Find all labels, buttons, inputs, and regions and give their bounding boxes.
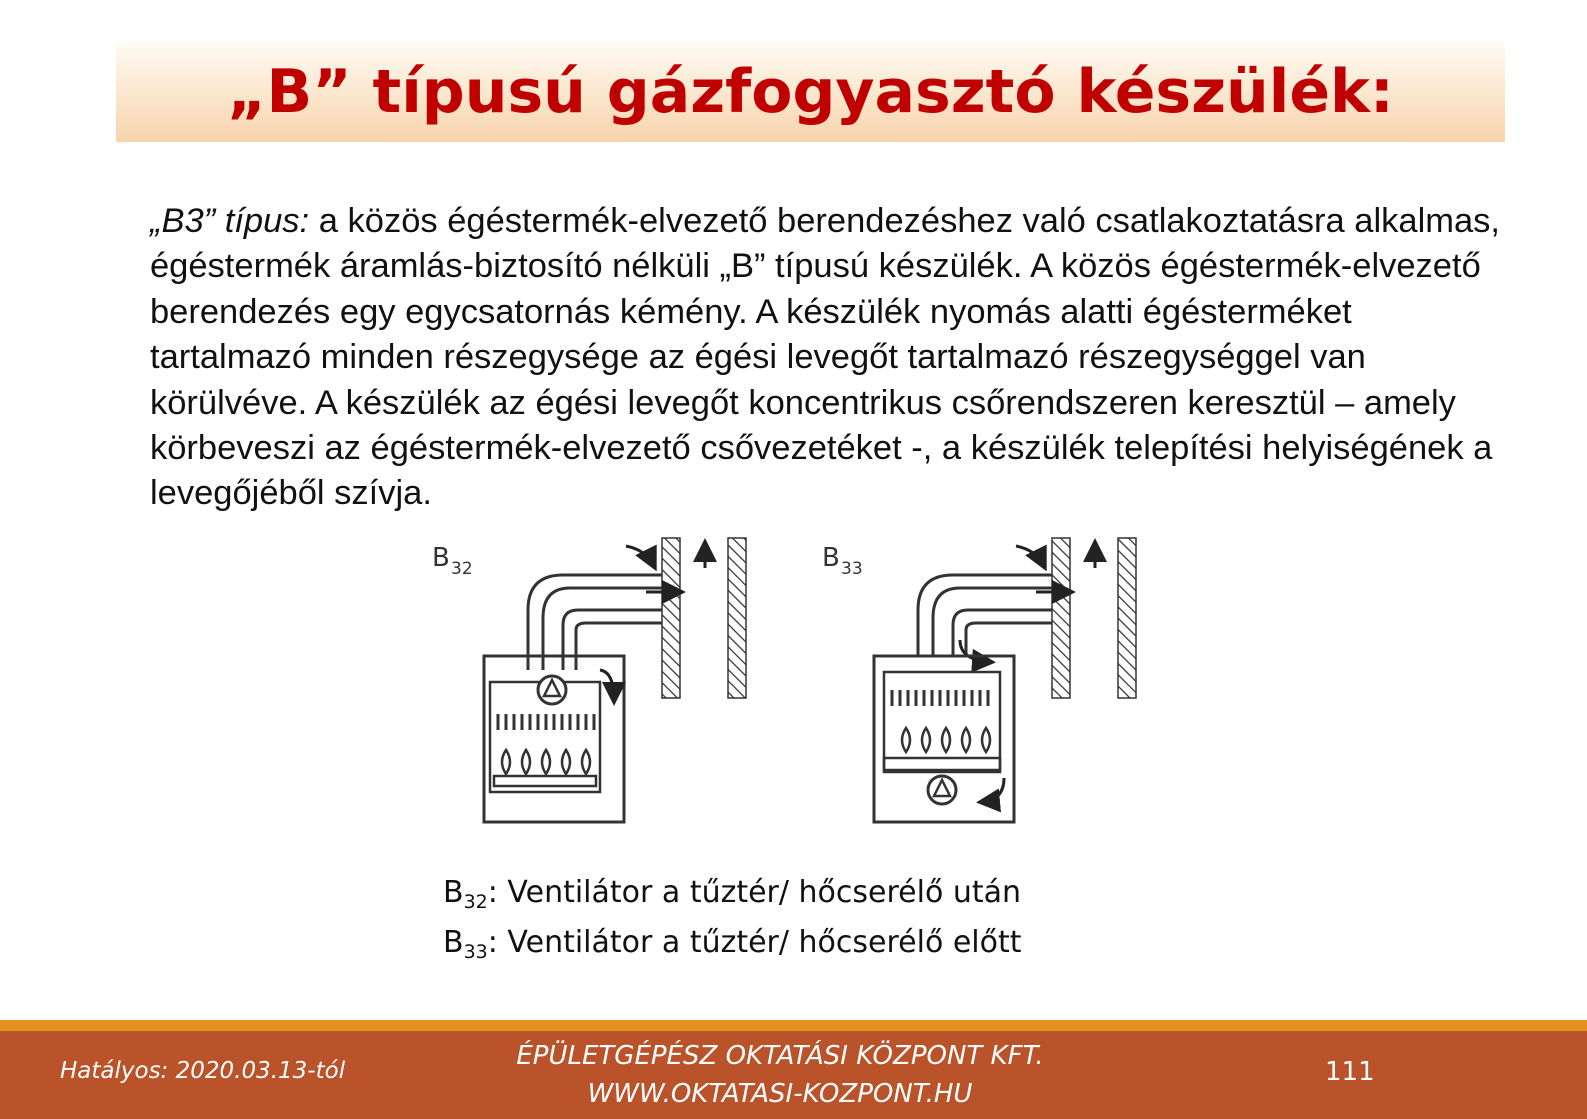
footer-organization — [380, 1037, 1180, 1113]
footer — [0, 1031, 1587, 1119]
page-number: 111 — [1325, 1057, 1375, 1087]
b33-label-sub: 33 — [841, 559, 863, 579]
appliance-diagram — [418, 530, 1148, 830]
diagram-b33 — [822, 538, 1136, 822]
footer-date: Hatályos: 2020.03.13-tól — [60, 1058, 346, 1084]
body-paragraph — [150, 199, 1520, 517]
caption-b32: $B_{32}$: Ventilátor a tűztér/ hőcserélő után — [443, 875, 1022, 913]
footer-org-url: WWW.OKTATASI-KOZPONT.HU — [587, 1079, 973, 1109]
b32-label-sub: 32 — [451, 559, 473, 579]
body-lead: „B3” típus: — [150, 202, 310, 240]
diagram-b32 — [432, 538, 746, 822]
diagram-captions — [443, 868, 1022, 968]
page-title: „B” típusú gázfogyasztó készülék: — [227, 57, 1394, 127]
caption-b33: $B_{33}$: Ventilátor a tűztér/ hőcserélő előtt — [443, 925, 1022, 963]
body-text: a közös égéstermék-elvezető berendezéshez való csatlakoztatásra alkalmas, égéstermék áramlás-biztosító nélküli „B” típusú készülék. A közös égéstermék-elvezető berendezés egy egycsatornás kémény. A készülék nyomás alatti égésterméket tartalmazó minden részegysége az égési levegőt tartalmazó részegységgel van körülvéve. A készülék az égési levegőt koncentrikus csőrendszeren keresztül – amely körbeveszi az égéstermék-elvezető csővezetéket -, a készülék telepítési helyiségének a levegőjéből szívja. — [150, 202, 1501, 513]
b32-label-main: B — [432, 543, 450, 573]
footer-org-name: ÉPÜLETGÉPÉSZ OKTATÁSI KÖZPONT KFT. — [516, 1041, 1044, 1071]
footer-accent-line — [0, 1020, 1587, 1031]
b33-label-main: B — [822, 543, 840, 573]
